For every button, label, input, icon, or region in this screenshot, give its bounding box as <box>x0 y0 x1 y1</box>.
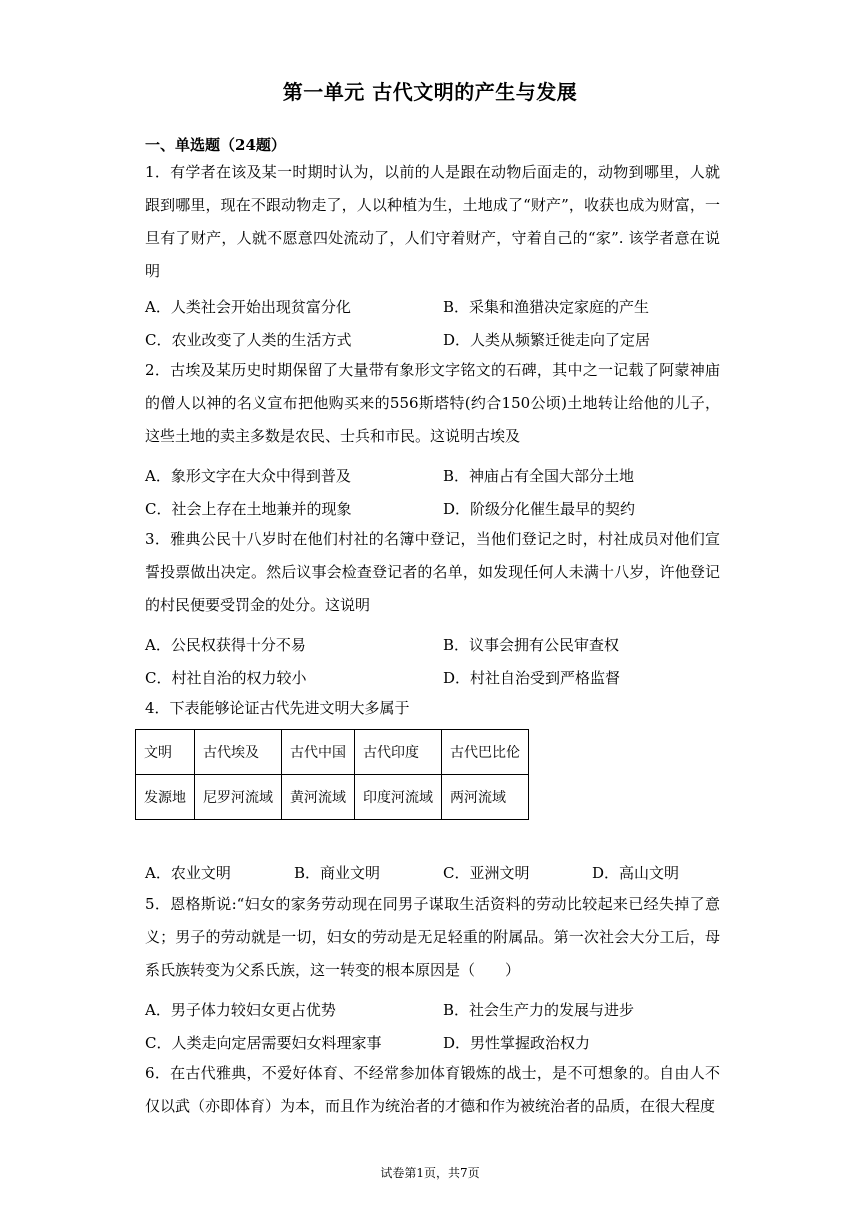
table-cell: 古代中国 <box>282 730 355 775</box>
question-4-option-a: A．农业文明 <box>145 864 231 882</box>
table-cell: 文明 <box>136 730 195 775</box>
table-cell: 印度河流域 <box>355 775 442 820</box>
page-title: 第一单元 古代文明的产生与发展 <box>282 80 578 104</box>
table-cell: 古代埃及 <box>195 730 282 775</box>
question-2-option-a: A．象形文字在大众中得到普及 <box>145 467 351 485</box>
question-4-stem: 4．下表能够论证古代先进文明大多属于 <box>145 699 410 717</box>
question-1-option-a: A．人类社会开始出现贫富分化 <box>145 298 351 316</box>
question-3-option-a: A．公民权获得十分不易 <box>145 636 306 654</box>
question-3-stem: 3．雅典公民十八岁时在他们村社的名簿中登记，当他们登记之时，村社成员对他们宣誓投票做出决定。然后议事会检查登记者的名单，如发现任何人未满十八岁，许他登记的村民便要受罚金的处分。这说明 <box>145 530 720 614</box>
question-6-stem: 6．在古代雅典，不爱好体育、不经常参加体育锻炼的战士，是不可想象的。自由人不仅以武（亦即体育）为本，而且作为统治者的才德和作为被统治者的品质，在很大程度 <box>145 1064 720 1115</box>
question-1-option-c: C．农业改变了人类的生活方式 <box>145 331 352 349</box>
question-5-stem: 5．恩格斯说:“妇女的家务劳动现在同男子谋取生活资料的劳动比较起来已经失掉了意义；男子的劳动就是一切，妇女的劳动是无足轻重的附属品。第一次社会大分工后，母系氏族转变为父系氏族，这一转变的根本原因是（ ） <box>145 895 720 979</box>
question-3-option-b: B．议事会拥有公民审查权 <box>443 636 620 654</box>
table-cell: 发源地 <box>136 775 195 820</box>
table-row <box>136 775 529 820</box>
table-row <box>136 730 529 775</box>
question-2-option-b: B．神庙占有全国大部分土地 <box>443 467 635 485</box>
question-1-option-b: B．采集和渔猎决定家庭的产生 <box>443 298 650 316</box>
question-5-option-a: A．男子体力较妇女更占优势 <box>145 1001 336 1019</box>
question-5-option-d: D．男性掌握政治权力 <box>443 1034 591 1052</box>
table-cell: 古代巴比伦 <box>442 730 529 775</box>
question-3-option-c: C．村社自治的权力较小 <box>145 669 307 687</box>
question-4-option-b: B．商业文明 <box>294 864 381 882</box>
civilization-table <box>135 729 529 820</box>
question-1-option-d: D．人类从频繁迁徙走向了定居 <box>443 331 651 349</box>
question-2-option-c: C．社会上存在土地兼并的现象 <box>145 500 352 518</box>
question-3-option-d: D．村社自治受到严格监督 <box>443 669 621 687</box>
table-cell: 黄河流域 <box>282 775 355 820</box>
question-1-stem: 1．有学者在该及某一时期时认为，以前的人是跟在动物后面走的，动物到哪里，人就跟到哪里，现在不跟动物走了，人以种植为生，土地成了“财产”，收获也成为财富，一旦有了财产，人就不愿意四处流动了，人们守着财产，守着自己的“家”. 该学者意在说明 <box>145 163 720 280</box>
question-4-option-c: C．亚洲文明 <box>443 864 530 882</box>
table-cell: 两河流域 <box>442 775 529 820</box>
section-heading: 一、单选题（24题） <box>145 136 286 154</box>
question-4-option-d: D．高山文明 <box>592 864 680 882</box>
question-2-stem: 2．古埃及某历史时期保留了大量带有象形文字铭文的石碑，其中之一记载了阿蒙神庙的僧人以神的名义宣布把他购买来的556斯塔特(约合150公顷)土地转让给他的儿子，这些土地的卖主多数是农民、士兵和市民。这说明古埃及 <box>145 361 720 445</box>
question-5-option-b: B．社会生产力的发展与进步 <box>443 1001 635 1019</box>
question-2-option-d: D．阶级分化催生最早的契约 <box>443 500 636 518</box>
question-5-option-c: C．人类走向定居需要妇女料理家事 <box>145 1034 382 1052</box>
page-footer: 试卷第1页，共7页 <box>380 1166 480 1180</box>
table-cell: 尼罗河流域 <box>195 775 282 820</box>
table-cell: 古代印度 <box>355 730 442 775</box>
